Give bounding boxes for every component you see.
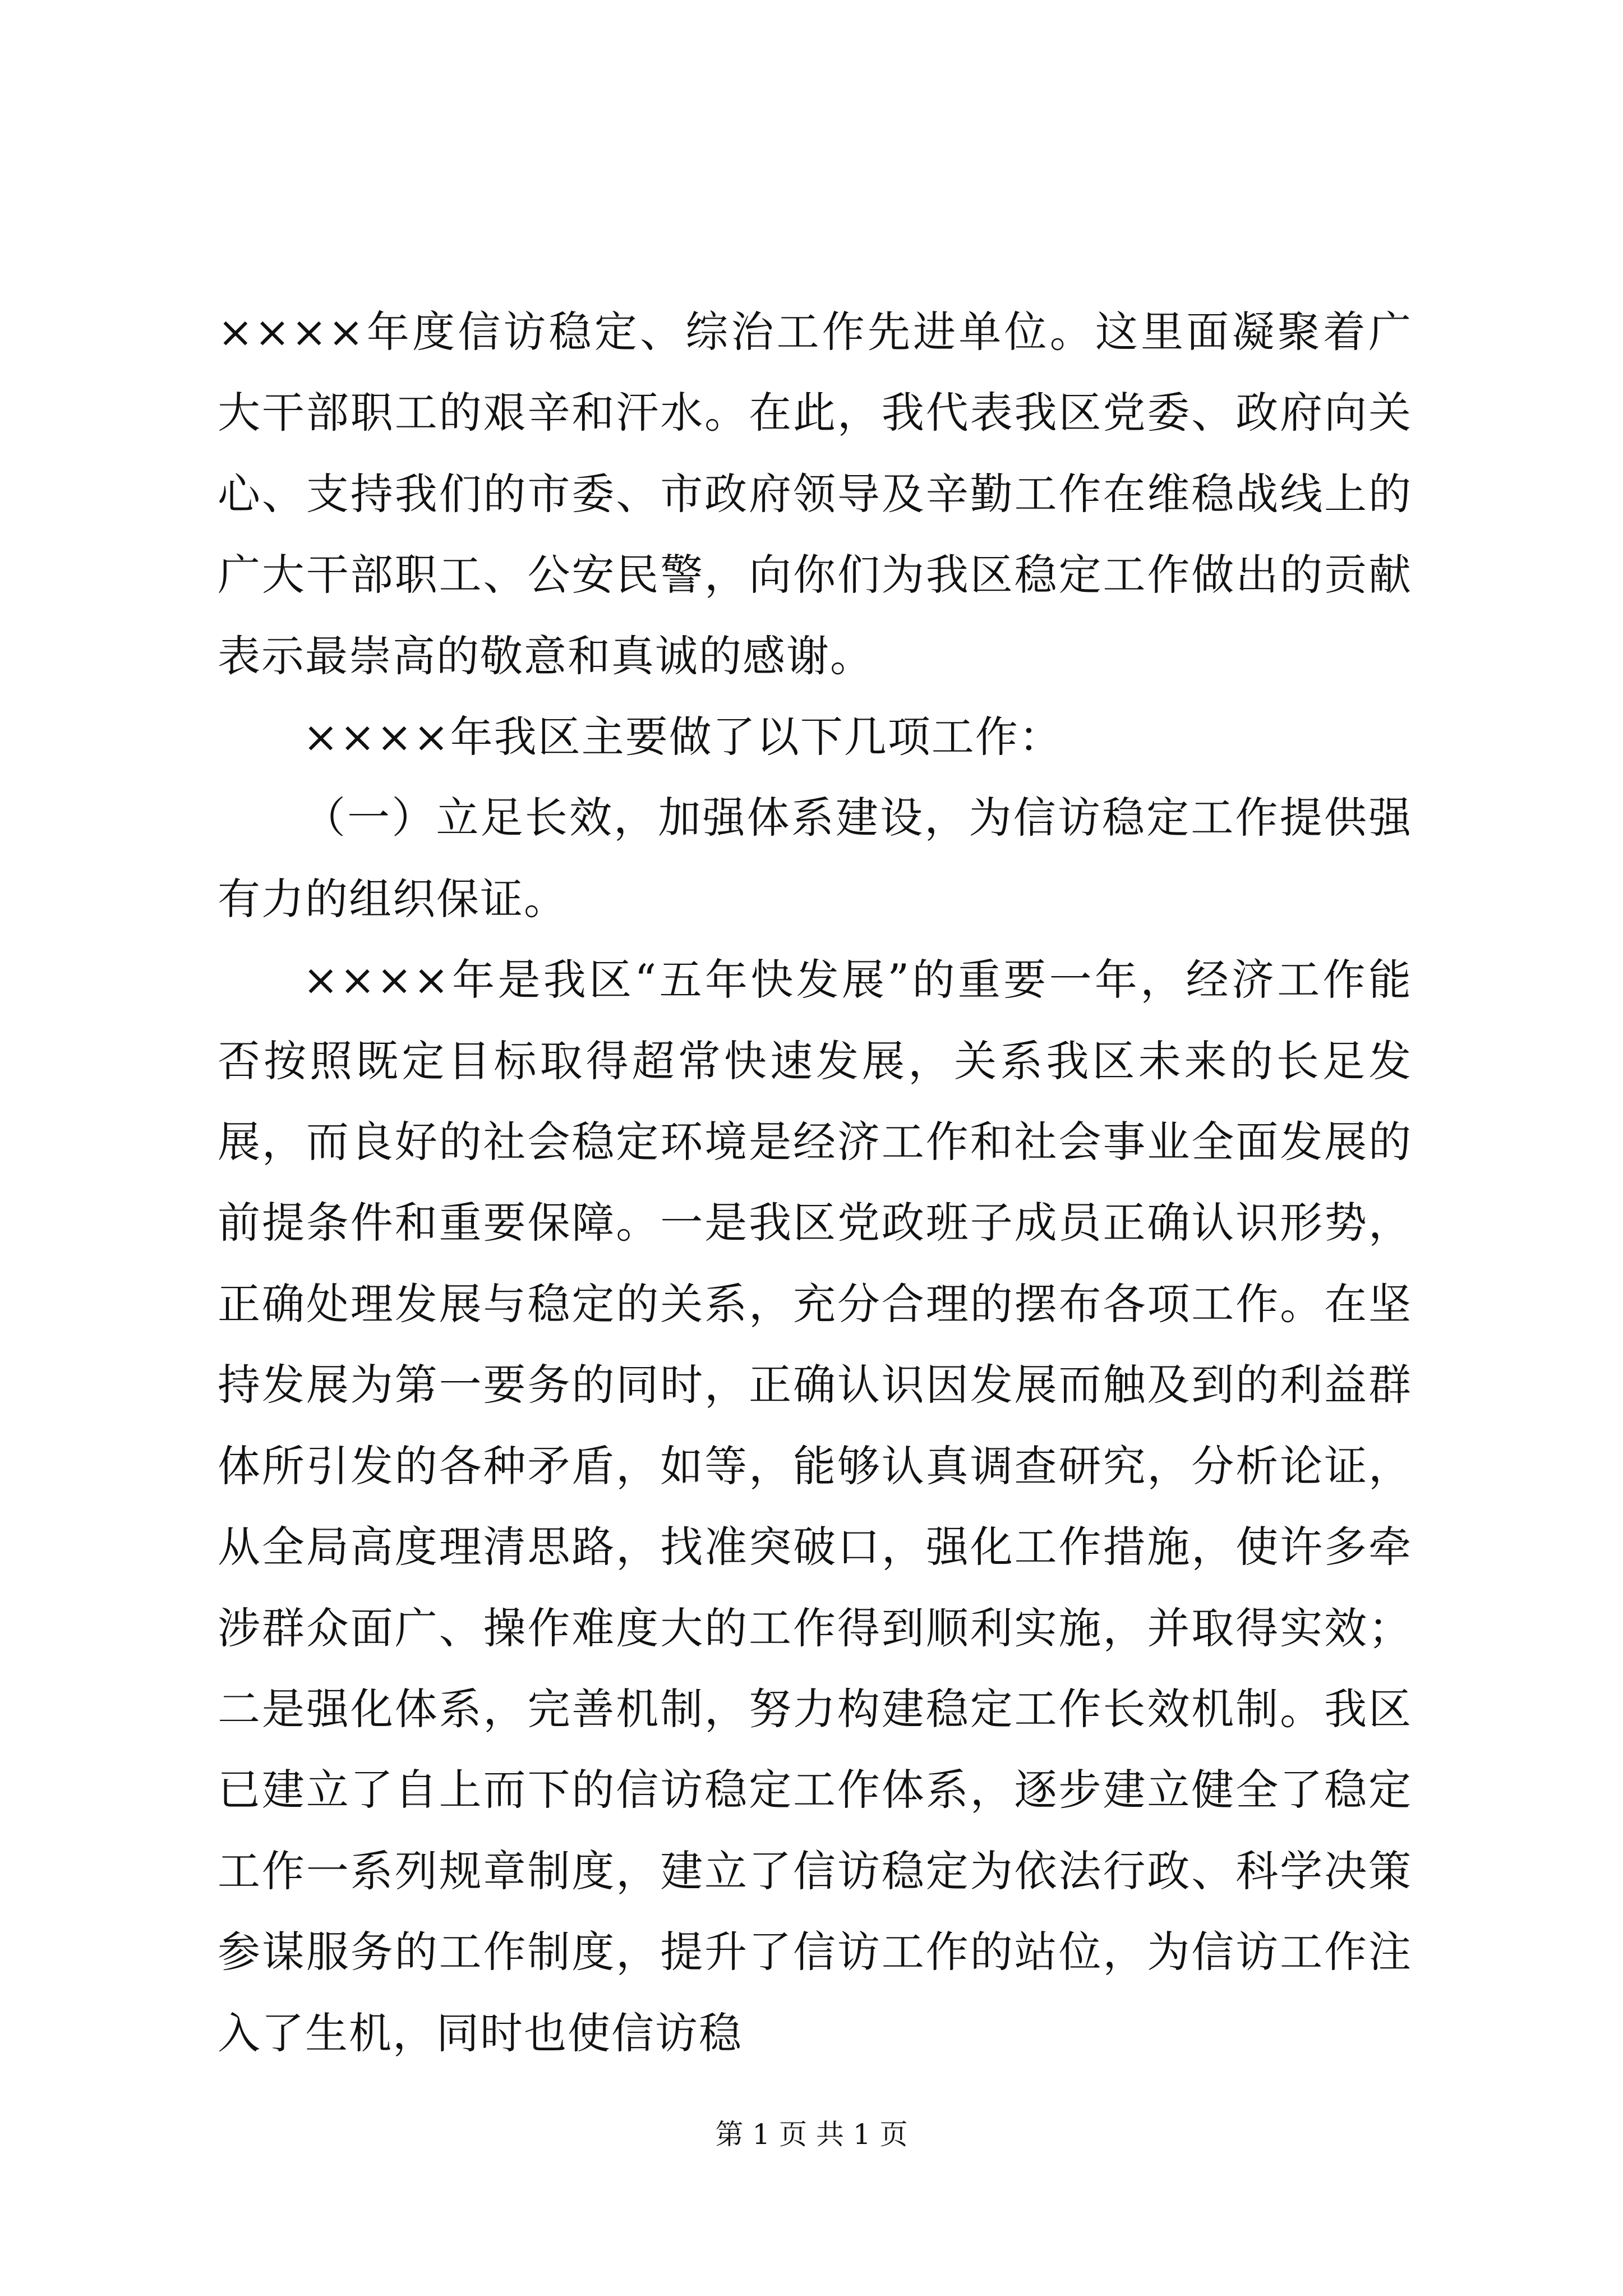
- paragraph-4: ××××年是我区“五年快发展”的重要一年，经济工作能否按照既定目标取得超常快速发展，关系我区未来的长足发展，而良好的社会稳定环境是经济工作和社会事业全面发展的前提条件和重要保障。一是我区党政班子成员正确认识形势，正确处理发展与稳定的关系，充分合理的摆布各项工作。在坚持发展为第一要务的同时，正确认识因发展而触及到的利益群体所引发的各种矛盾，如等，能够认真调查研究，分析论证，从全局高度理清思路，找准突破口，强化工作措施，使许多牵涉群众面广、操作难度大的工作得到顺利实施，并取得实效；二是强化体系，完善机制，努力构建稳定工作长效机制。我区已建立了自上而下的信访稳定工作体系，逐步建立健全了稳定工作一系列规章制度，建立了信访稳定为依法行政、科学决策参谋服务的工作制度，提升了信访工作的站位，为信访工作注入了生机，同时也使信访稳: [218, 955, 1412, 2058]
- page-footer: 第 1 页 共 1 页: [715, 2118, 908, 2151]
- paragraph-1: ××××年度信访稳定、综治工作先进单位。这里面凝聚着广大干部职工的艰辛和汗水。在此，我代表我区党委、政府向关心、支持我们的市委、市政府领导及辛勤工作在维稳战线上的广大干部职工、公安民警，向你们为我区稳定工作做出的贡献表示最崇高的敬意和真诚的感谢。: [218, 307, 1412, 681]
- paragraph-3: （一）立足长效，加强体系建设，为信访稳定工作提供强有力的组织保证。: [218, 793, 1412, 924]
- paragraph-2: ××××年我区主要做了以下几项工作：: [303, 712, 1063, 762]
- document-body: [218, 292, 1412, 2074]
